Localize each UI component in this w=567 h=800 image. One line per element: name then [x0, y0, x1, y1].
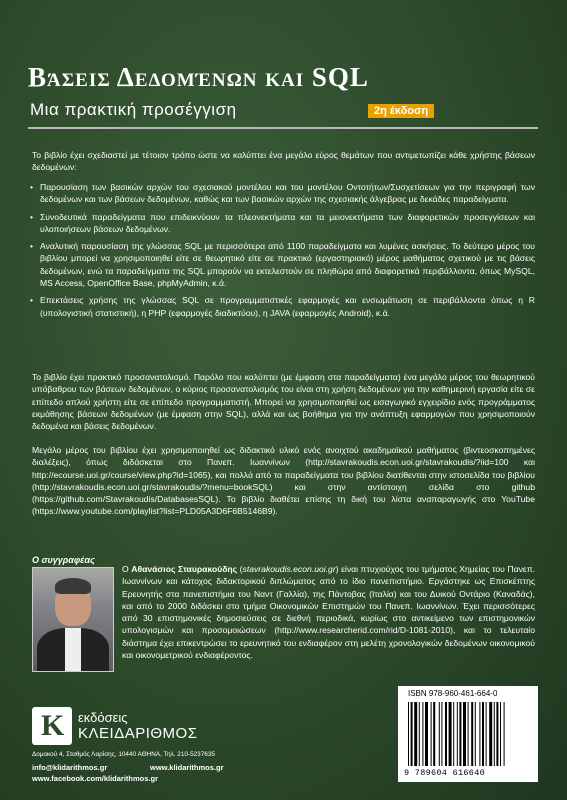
- course-paragraph: Μεγάλο μέρος του βιβλίου έχει χρησιμοποιηθεί ως διδακτικό υλικό ενός ανοιχτού ακαδημαϊκού μαθήματος (βιντεοσκοπημένες διαλέξεις), όπως διδάσκεται στο Πανεπ. Ιωαννίνων (http://stavrakoudis.econ.uoi.gr/stavrakoudis/?iid=100 και http://ecourse.uoi.gr/course/view.php?id=1065), και πολλά από τα παραδείγματα του βιβλίου διατίθενται στην ιστοσελίδα του βιβλίου (http://stavrakoudis.econ.uoi.gr/stavrakoudis/?menu=bookSQL) και στην αντίστοιχη σελίδα στο github (https://github.com/Stavrakoudis/DatabasesSQL). Το βιβλίο διαθέτει επίσης τη δική του λίστα αναπαραγωγής στο YouTube (https://www.youtube.com/playlist?list=PLD05A3D6F6B5146B9).: [32, 445, 535, 517]
- publisher-website: www.klidarithmos.gr: [150, 763, 224, 772]
- bullet-icon: •: [30, 295, 34, 306]
- orientation-paragraph: Το βιβλίο έχει πρακτικό προσανατολισμό. Παρόλο που καλύπτει (με έμφαση στα παραδείγματα) ένα μεγάλο μέρος του θεωρητικού υπόβαθρου των βάσεων δεδομένων, ο κύριος προσανατολισμός του είναι στη χρήση δεδομένων για την καθημερινή εργασία είτε σε επίπεδο απλού χρήστη είτε σε επίπεδο προγραμματιστή. Μπορεί να χρησιμοποιηθεί ως εισαγωγικό εγχειρίδιο ενός προγράμματος εκμάθησης βάσεων δεδομένων (με έμφαση στην SQL), αλλά και ως βοήθημα για την ανάπτυξη εφαρμογών που χρησιμοποιούν δεδομένα και βάσεις δεδομένων.: [32, 372, 535, 432]
- book-subtitle: Μια πρακτική προσέγγιση: [30, 100, 237, 119]
- barcode-digits: 9 789604 616640: [404, 768, 486, 778]
- bullet-icon: •: [30, 211, 34, 222]
- author-bio: Ο Αθανάσιος Σταυρακούδης (stavrakoudis.econ.uoi.gr) είναι πτυχιούχος του τμήματος Χημείας του Πανεπ. Ιωαννίνων και κάτοχος διδακτορικού διπλώματος από το ίδιο πανεπιστήμιο. Εργάστηκε ως Επισκέπτης Ερευνητής στα πανεπιστήμια του Ναντ (Γαλλία), της Πάντοβας (Ιταλία) και του Δυικού Οντάριο (Καναδάς), και από το 2000 διδάσκει στο τμήμα Οικονομικών Επιστημών του Πανεπ. Ιωαννίνων. Έχει περισσότερες από 30 επιστημονικές δημοσιεύσεις σε διεθνή περιοδικά, κυρίως στο αντικείμενο των επιστημονικών υπολογισμών και προσομοιώσεων (http://www.researcherid.com/rid/D-1081-2010), και το τελευταίο διάστημα έχει επικεντρώσει το ερευνητικό του ενδιαφέρον στη μελέτη χρονολογικών δεδομένων οικονομικού και οικονομετρικού ενδιαφέροντος.: [122, 564, 536, 661]
- publisher-email: info@klidarithmos.gr: [32, 763, 108, 772]
- publisher-line1: εκδόσεις: [78, 710, 128, 725]
- key-logo-icon: K: [32, 707, 72, 745]
- book-title: Βάσεις Δεδομένων και SQL: [28, 62, 369, 92]
- list-item: • Παρουσίαση των βασικών αρχών του σχεσιακού μοντέλου και του μοντέλου Οντοτήτων/Συσχετίσεων για την περιγραφή των δεδομένων και των βάσεων δεδομένων, καθώς και των βασικών αρχών της σχεσιακής άλγεβρας με δεκάδες παραδείγματα.: [30, 182, 535, 205]
- isbn-barcode: [398, 686, 538, 782]
- publisher-facebook: www.facebook.com/klidarithmos.gr: [32, 774, 158, 783]
- list-item: • Αναλυτική παρουσίαση της γλώσσας SQL με περισσότερα από 1100 παραδείγματα και λυμένες ασκήσεις. Το δεύτερο μέρος του βιβλίου μπορεί να χρησιμοποιηθεί είτε σε θεωρητικό είτε σε πρακτικό (εργαστηριακό) μέρος μαθήματος σχετικού με τις βάσεις δεδομένων, ενώ τα παραδείγματα της SQL μπορούν να εκτελεστούν σε πληθώρα από διαφορετικά περιβάλλοντα, όπως MySQL, MS Access, OpenOffice Base, phpMyAdmin, κ.ά.: [30, 241, 535, 289]
- publisher-address: Δομοκού 4, Σταθμός Λαρίσης, 10440 ΑΘΗΝΑ, Τηλ. 210-5237635: [32, 751, 215, 758]
- author-name: Αθανάσιος Σταυρακούδης: [131, 564, 238, 574]
- publisher-line2: ΚΛΕΙΔΑΡΙΘΜΟΣ: [78, 725, 198, 742]
- isbn-label: ISBN 978-960-461-664-0: [408, 689, 498, 698]
- author-site: stavrakoudis.econ.uoi.gr: [242, 564, 336, 574]
- bullet-icon: •: [30, 182, 34, 192]
- feature-list: [30, 181, 535, 324]
- author-photo: [32, 567, 114, 672]
- barcode-icon: [408, 702, 530, 766]
- list-item: • Συνοδευτικά παραδείγματα που επιδεικνύουν τα πλεονεκτήματα και τα μειονεκτήματα των διαφορετικών προσεγγίσεων και υλοποιήσεων βάσεων δεδομένων.: [30, 211, 535, 234]
- divider: [28, 127, 538, 129]
- author-heading: Ο συγγραφέας: [32, 555, 95, 565]
- list-item: • Επεκτάσεις χρήσης της γλώσσας SQL σε προγραμματιστικές εφαρμογές και ενσωμάτωση σε περιβάλλοντα όπως η R (υπολογιστική στατιστική), η PHP (εφαρμογές διαδικτύου), η JAVA (εφαρμογές Android), κ.ά.: [30, 295, 535, 318]
- edition-badge: 2η έκδοση: [368, 104, 434, 118]
- intro-paragraph: Το βιβλίο έχει σχεδιαστεί με τέτοιον τρόπο ώστε να καλύπτει ένα μεγάλο εύρος θεμάτων που αντιμετωπίζει κάθε χρήστης βάσεων δεδομένων:: [32, 150, 535, 173]
- bullet-icon: •: [30, 241, 34, 252]
